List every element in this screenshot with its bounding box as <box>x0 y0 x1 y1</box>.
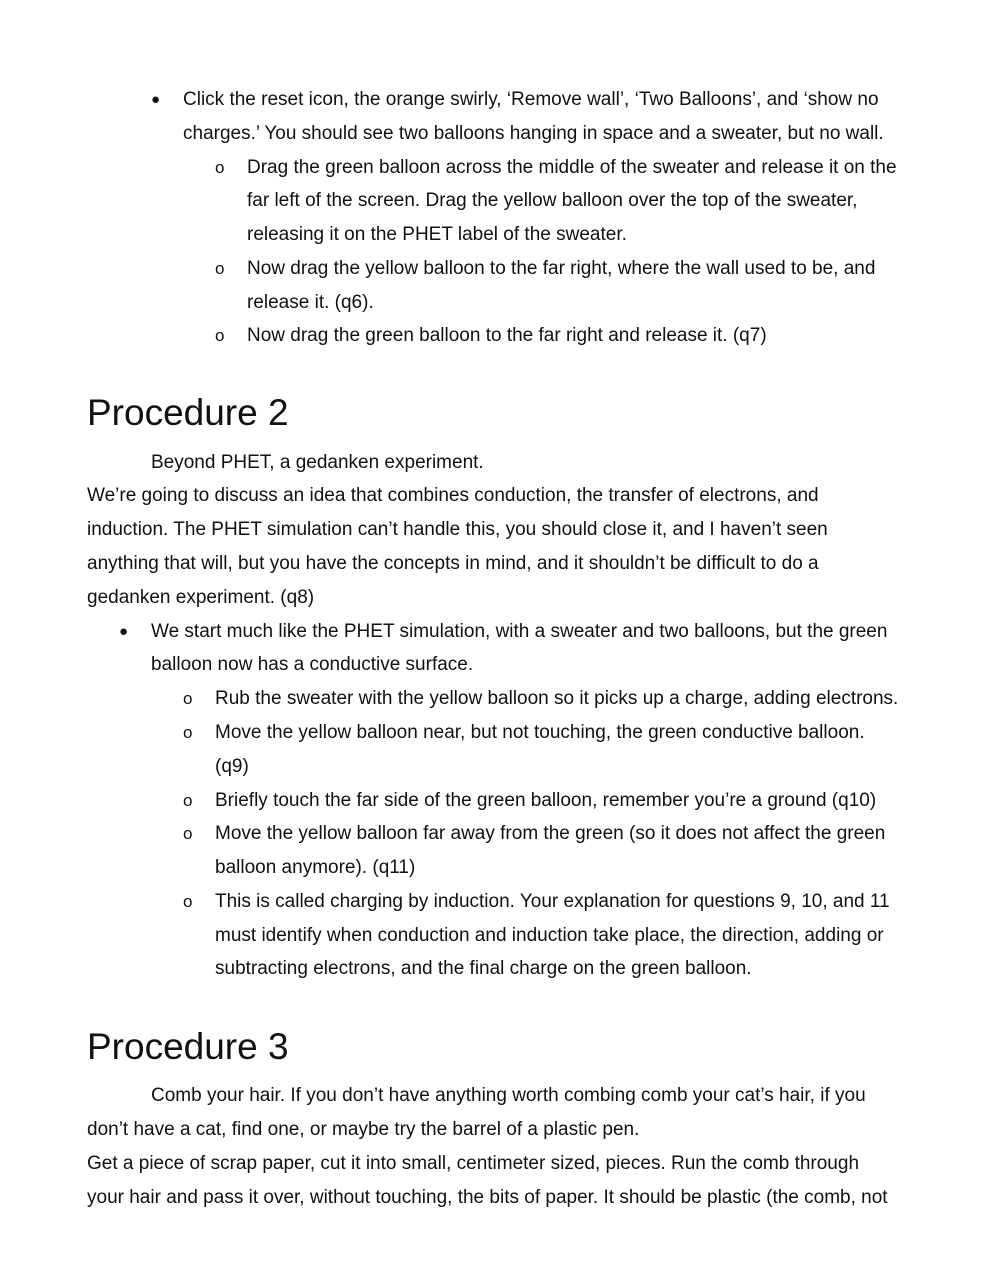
procedure-2-intro: Beyond PHET, a gedanken experiment. <box>151 452 484 473</box>
sub-item-line: releasing it on the PHET label of the sweater. <box>247 224 627 245</box>
bullet-marker: ● <box>119 623 129 640</box>
sub-item-line: (q9) <box>215 756 249 777</box>
sub-item-line: Move the yellow balloon far away from the green (so it does not affect the green <box>215 823 886 844</box>
sub-bullet-marker: o <box>183 689 193 708</box>
sub-bullet-marker: o <box>215 158 225 177</box>
paragraph-line: Get a piece of scrap paper, cut it into small, centimeter sized, pieces. Run the comb through <box>87 1153 860 1174</box>
sub-item-line: Move the yellow balloon near, but not touching, the green conductive balloon. <box>215 722 865 743</box>
sub-bullet-marker: o <box>183 723 193 742</box>
paragraph-line: We’re going to discuss an idea that combines conduction, the transfer of electrons, and <box>87 485 819 506</box>
sub-item-line: Now drag the green balloon to the far right and release it. (q7) <box>247 325 767 346</box>
procedure-3-heading: Procedure 3 <box>87 1026 289 1067</box>
sub-bullet-marker: o <box>183 892 193 911</box>
sub-item-line: Drag the green balloon across the middle of the sweater and release it on the <box>247 157 897 178</box>
sub-item-line: This is called charging by induction. Your explanation for questions 9, 10, and 11 <box>215 891 890 912</box>
paragraph-line: induction. The PHET simulation can’t handle this, you should close it, and I haven’t seen <box>87 519 828 540</box>
bullet-text-line: balloon now has a conductive surface. <box>151 654 474 675</box>
paragraph-line: don’t have a cat, find one, or maybe try the barrel of a plastic pen. <box>87 1119 640 1140</box>
sub-item-line: must identify when conduction and induction take place, the direction, adding or <box>215 925 884 946</box>
paragraph-line: your hair and pass it over, without touching, the bits of paper. It should be plastic (the comb, not <box>87 1187 888 1208</box>
sub-item-line: release it. (q6). <box>247 292 374 313</box>
sub-item-line: Now drag the yellow balloon to the far right, where the wall used to be, and <box>247 258 876 279</box>
sub-item-line: far left of the screen. Drag the yellow balloon over the top of the sweater, <box>247 190 858 211</box>
paragraph-line: anything that will, but you have the concepts in mind, and it shouldn’t be difficult to do a <box>87 553 819 574</box>
procedure-2-heading: Procedure 2 <box>87 392 289 433</box>
bullet-marker: ● <box>151 91 161 108</box>
sub-bullet-marker: o <box>183 824 193 843</box>
paragraph-line: Comb your hair. If you don’t have anything worth combing comb your cat’s hair, if you <box>151 1085 866 1106</box>
sub-item-line: subtracting electrons, and the final charge on the green balloon. <box>215 958 752 979</box>
sub-item-line: Rub the sweater with the yellow balloon so it picks up a charge, adding electrons. <box>215 688 899 709</box>
sub-item-line: Briefly touch the far side of the green balloon, remember you’re a ground (q10) <box>215 790 877 811</box>
bullet-text-line: Click the reset icon, the orange swirly, ‘Remove wall’, ‘Two Balloons’, and ‘show no <box>183 89 879 110</box>
sub-bullet-marker: o <box>215 259 225 278</box>
sub-bullet-marker: o <box>183 791 193 810</box>
bullet-text-line: We start much like the PHET simulation, with a sweater and two balloons, but the green <box>151 621 888 642</box>
sub-bullet-marker: o <box>215 326 225 345</box>
paragraph-line: gedanken experiment. (q8) <box>87 587 315 608</box>
sub-item-line: balloon anymore). (q11) <box>215 857 416 878</box>
bullet-text-line: charges.’ You should see two balloons hanging in space and a sweater, but no wall. <box>183 123 884 144</box>
